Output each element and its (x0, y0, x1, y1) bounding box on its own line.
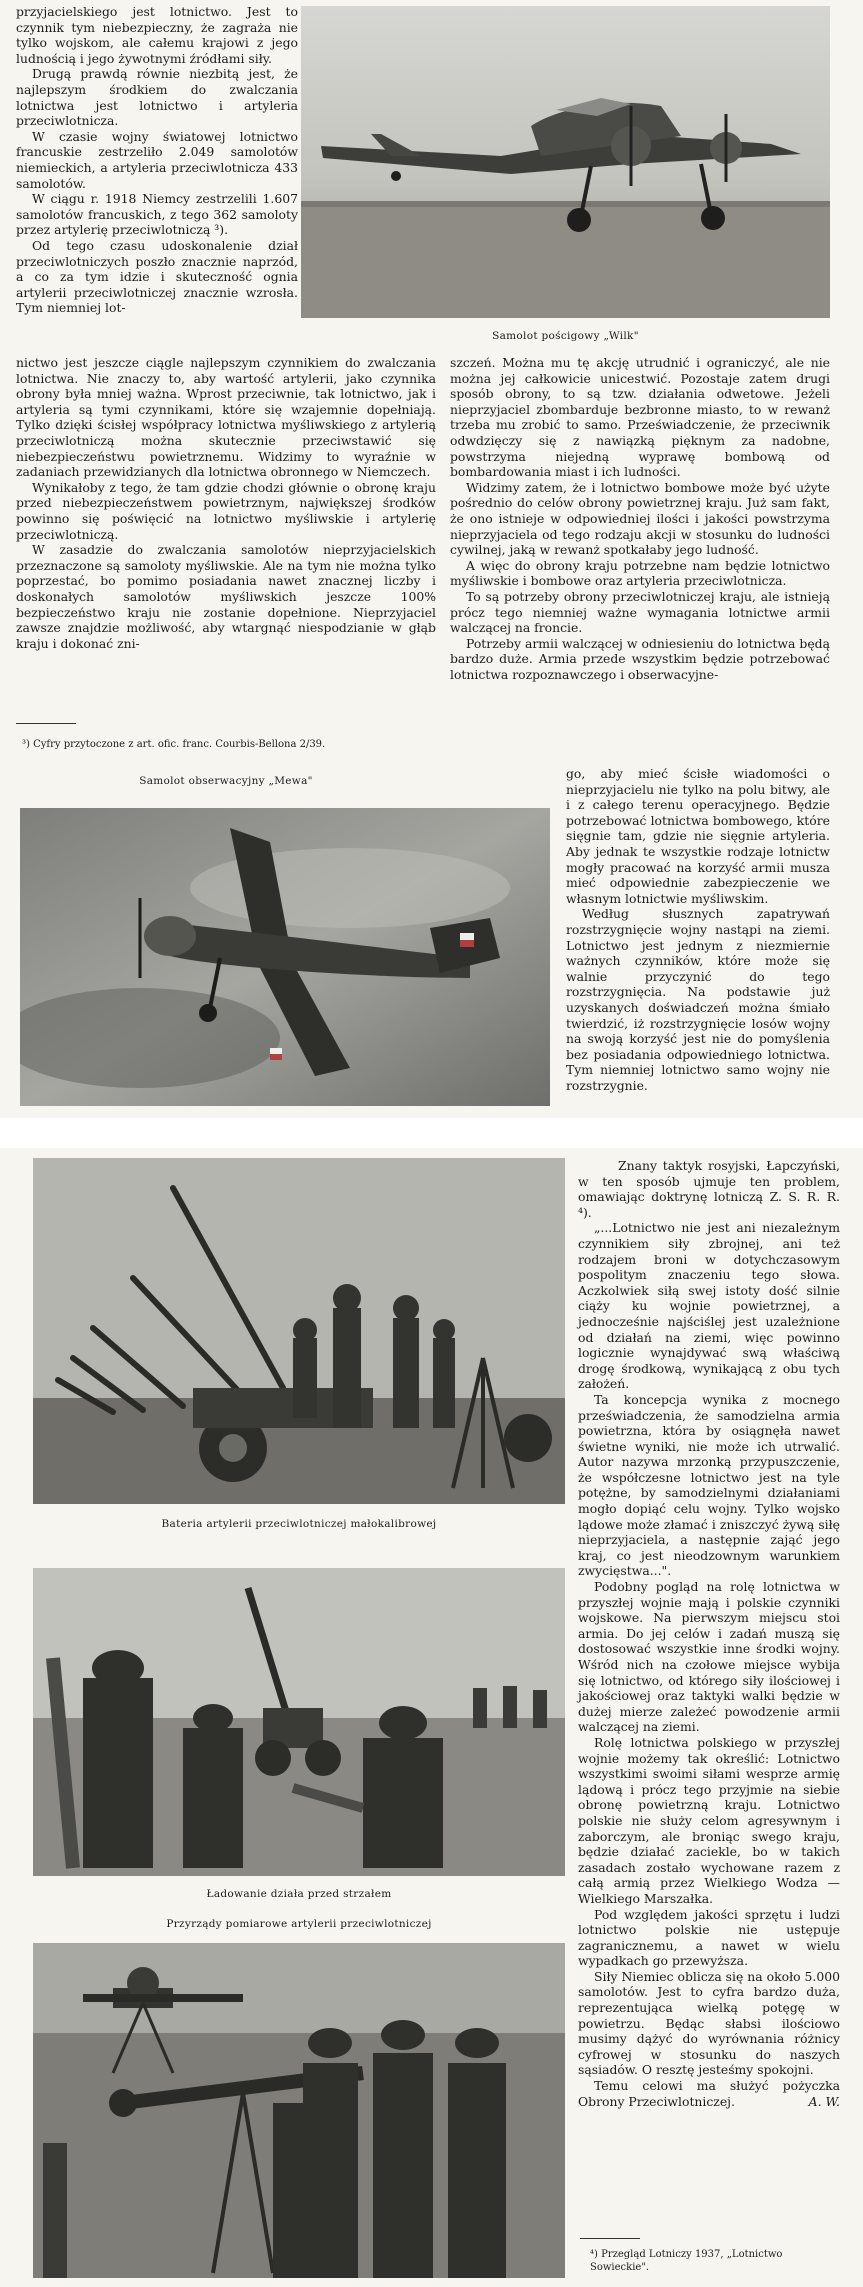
photo-loading-gun (33, 1568, 565, 1876)
paragraph: Pod względem jakości sprzętu i ludzi lotnictwo polskie nie ustępuje zagranicznemu, a nawet w wielu wypadkach go przewyższa. (578, 1906, 840, 1969)
paragraph: Ta koncepcja wynika z mocnego przeświadczenia, że samodzielna armia powietrzna, która by osiągnęła nawet świetne wyniki, nie może ich utrwalić. Autor nazywa mrzonką przypuszczenie, że współczesne lotnictwo jest na tyle potężne, by samodzielnymi działaniami mogło dopiąć celu wojny. Tylko wojsko lądowe może złamać i zniszczyć żywą siłę nieprzyjaciela, a następnie zająć jego kraj, co jest nieodzownym warunkiem zwycięstwa...". (578, 1391, 840, 1579)
measuring-instruments-illustration (33, 1943, 565, 2278)
left-column-top (16, 4, 298, 316)
right-column-mid (450, 355, 830, 682)
paragraph: Rolę lotnictwa polskiego w przyszłej wojnie możemy tak określić: Lotnictwo wszystkimi swoimi siłami wesprze armię lądową i prócz tego przyjmie na siebie obronę powietrzną kraju. Lotnictwo polskie nie służy celom agresywnym i zaborczym, ale broniąc swego kraju, będzie działać zaciekle, bo w takich zasadach zostało wychowane razem z całą armią przez Wielkiego Wodza — Wielkiego Marszałka. (578, 1734, 840, 1906)
footnote-rule-page2 (580, 2238, 640, 2239)
closing-text: Temu celowi ma służyć pożyczka Obrony Przeciwlotniczej. (578, 2078, 840, 2109)
paragraph: W ciągu r. 1918 Niemcy zestrzelili 1.607 samolotów francuskich, z tego 362 samoloty przez artylerię przeciwlotniczą ³). (16, 191, 298, 238)
footnote-rule (16, 723, 76, 724)
page-2 (0, 1148, 863, 2287)
right-column-narrow (566, 766, 830, 1093)
paragraph: Według słusznych zapatrywań rozstrzygnięcie wojny nastąpi na ziemi. Lotnictwo jest jednym z niezmiernie ważnych czynników, które może się walnie przyczynić do tego rozstrzygnięcia. Na podstawie już uzyskanych doświadczeń można śmiało twierdzić, iż rozstrzygnięcie losów wojny na swoją korzyść jest nie do pomyślenia bez posiadania odpowiedniego lotnictwa. Tym niemniej lotnictwo samo wojny nie rozstrzygnie. (566, 906, 830, 1093)
paragraph: W czasie wojny światowej lotnictwo francuskie zestrzeliło 2.049 samolotów niemieckich, a artyleria przeciwlotnicza 433 samolotów. (16, 128, 298, 191)
left-column-wide (16, 355, 436, 651)
paragraph: Widzimy zatem, że i lotnictwo bombowe może być użyte pośrednio do celów obrony powietrznej kraju. Już sam fakt, że ono istnieje w odpowiedniej ilości i jakości powstrzyma nieprzyjaciela od tego rodzaju akcji w stosunku do ludności cywilnej, jaką w rewanż spotkałaby jego ludność. (450, 479, 830, 558)
caption-wilk: Samolot pościgowy „Wilk" (492, 330, 639, 342)
signature: A. W. (808, 2093, 840, 2109)
photo-aa-battery (33, 1158, 565, 1504)
paragraph: Od tego czasu udoskonalenie dział przeciwlotniczych poszło znacznie naprzód, a co za tym idzie i skuteczność ognia artylerii przeciwlotniczej znacznie wzrosła. Tym niemniej lot- (16, 237, 298, 316)
caption-mewa: Samolot obserwacyjny „Mewa" (139, 775, 313, 787)
caption-ladowanie: Ładowanie działa przed strzałem (206, 1888, 392, 1900)
page-1 (0, 0, 863, 1118)
paragraph: Podobny pogląd na rolę lotnictwa w przyszłej wojnie mają i polskie czynniki wojskowe. Na pierwszym miejscu stoi armia. Do jej celów i zadań muszą się dostosować wszystkie inne środki wojny. Wśród nich na czołowe miejsce wybija się lotnictwo, od którego siły ilościowej i jakościowej oraz taktyki walki będzie w dużej mierze zależeć powodzenie armii walczącej na ziemi. (578, 1579, 840, 1735)
paragraph: Potrzeby armii walczącej w odniesieniu do lotnictwa będą bardzo duże. Armia przede wszystkim będzie potrzebować lotnictwa rozpoznawczego i obserwacyjne- (450, 635, 830, 682)
caption-przyrzady: Przyrządy pomiarowe artylerii przeciwlotniczej (166, 1918, 432, 1930)
paragraph: „...Lotnictwo nie jest ani niezależnym czynnikiem siły zbrojnej, ani też rodzajem broni w dotychczasowym pospolitym znaczeniu tego słowa. Aczkolwiek siłą swej istoty dość silnie ciąży ku wojnie powietrznej, a jednocześnie najściślej jest uzależnione od działań na ziemi, więc powinno logicznie wynajdywać swą właściwą drogę środkową, wynikającą z obu tych założeń. (578, 1220, 840, 1392)
paragraph: Wynikałoby z tego, że tam gdzie chodzi głównie o obronę kraju przed niebezpieczeństwem powietrznym, największej środków powinno się poświęcić na lotnictwo myśliwskie i artylerię przeciwlotniczą. (16, 479, 436, 542)
page2-right-column (578, 1158, 840, 2109)
photo-wilk-fighter-plane (301, 6, 830, 318)
paragraph (578, 2078, 840, 2109)
plane-mewa-illustration (20, 808, 550, 1106)
paragraph: A więc do obrony kraju potrzebne nam będzie lotnictwo myśliwskie i bombowe oraz artyleria przeciwlotnicza. (450, 557, 830, 589)
paragraph: Drugą prawdą równie niezbitą jest, że najlepszym środkiem do zwalczania lotnictwa jest lotnictwo i artyleria przeciwlotnicza. (16, 66, 298, 129)
photo-mewa-observation-plane (20, 808, 550, 1106)
aa-battery-illustration (33, 1158, 565, 1504)
paragraph: go, aby mieć ścisłe wiadomości o nieprzyjacielu nie tylko na polu bitwy, ale i z całego terenu operacyjnego. Będzie potrzebować lotnictwa bombowego, które sięgnie tam, gdzie nie sięgnie artyleria. Aby jednak te wszystkie rodzaje lotnictw mogły pracować na korzyść armii musza mieć odpowiednie zabezpieczenie we własnym lotnictwie myśliwskim. (566, 766, 830, 906)
footnote-3: ³) Cyfry przytoczone z art. ofic. franc. Courbis-Bellona 2/39. (22, 739, 326, 750)
loading-gun-illustration (33, 1568, 565, 1876)
photo-measuring-instruments (33, 1943, 565, 2278)
paragraph: Znany taktyk rosyjski, Łapczyński, w ten sposób ujmuje ten problem, omawiając doktrynę lotniczą Z. S. R. R. ⁴). (578, 1158, 840, 1220)
paragraph: szczeń. Można mu tę akcję utrudnić i ograniczyć, ale nie można jej całkowicie unicestwić. Pozostaje zatem drugi sposób obrony, to są tzw. działania odwetowe. Jeżeli nieprzyjaciel zbombarduje bezbronne miasto, to w rewanż trzeba mu zrobić to samo. Przeświadczenie, że przeciwnik odwdzięczy się z nawiązką pięknym za nadobne, powstrzyma niejedną wyprawę bombową od bombardowania miast i ich ludności. (450, 355, 830, 480)
caption-bateria: Bateria artylerii przeciwlotniczej małokalibrowej (161, 1518, 437, 1530)
paragraph: To są potrzeby obrony przeciwlotniczej kraju, ale istnieją prócz tego niemniej ważne wymagania lotnictwe armii walczącej na froncie. (450, 588, 830, 636)
paragraph: przyjacielskiego jest lotnictwo. Jest to czynnik tym niebezpieczny, że zagraża nie tylko wojskom, ale całemu krajowi z jego ludnością i jego żywotnymi źródłami siły. (16, 4, 298, 66)
footnote-4: ⁴) Przegląd Lotniczy 1937, „Lotnictwo Sowieckie". (590, 2249, 783, 2273)
paragraph: W zasadzie do zwalczania samolotów nieprzyjacielskich przeznaczone są samoloty myśliwskie. Ale na tym nie można tylko poprzestać, bo pomimo posiadania nawet znacznej liczby i doskonałych samolotów myśliwskich jeszcze 100% bezpieczeństwo kraju nie zostanie dopełnione. Nieprzyjaciel zawsze znajdzie możliwość, aby wtargnąć niespodzianie w głąb kraju i dokonać zni- (16, 542, 436, 651)
plane-wilk-illustration (301, 6, 830, 318)
paragraph: nictwo jest jeszcze ciągle najlepszym czynnikiem do zwalczania lotnictwa. Nie znaczy to, aby wartość artylerii, jako czynnika obrony była mniej ważna. Wprost przeciwnie, tak lotnictwo, jak i artyleria są tymi czynnikami, które się wzajemnie dopełniają. Tylko dzięki ścisłej współpracy lotnictwa myśliwskiego z artylerią przeciwlotniczą można skutecznie przeciwstawić się niebezpieczeństwu powietrznemu. Widzimy to wyraźnie w zadaniach przewidzianych dla lotnictwa obronnego w Niemczech. (16, 355, 436, 480)
paragraph: Siły Niemiec oblicza się na około 5.000 samolotów. Jest to cyfra bardzo duża, reprezentująca wielką potęgę w powietrzu. Będąc słabsi ilościowo musimy dążyć do wyrównania różnicy cyfrowej w stosunku do naszych sąsiadów. O resztę jesteśmy spokojni. (578, 1968, 840, 2078)
